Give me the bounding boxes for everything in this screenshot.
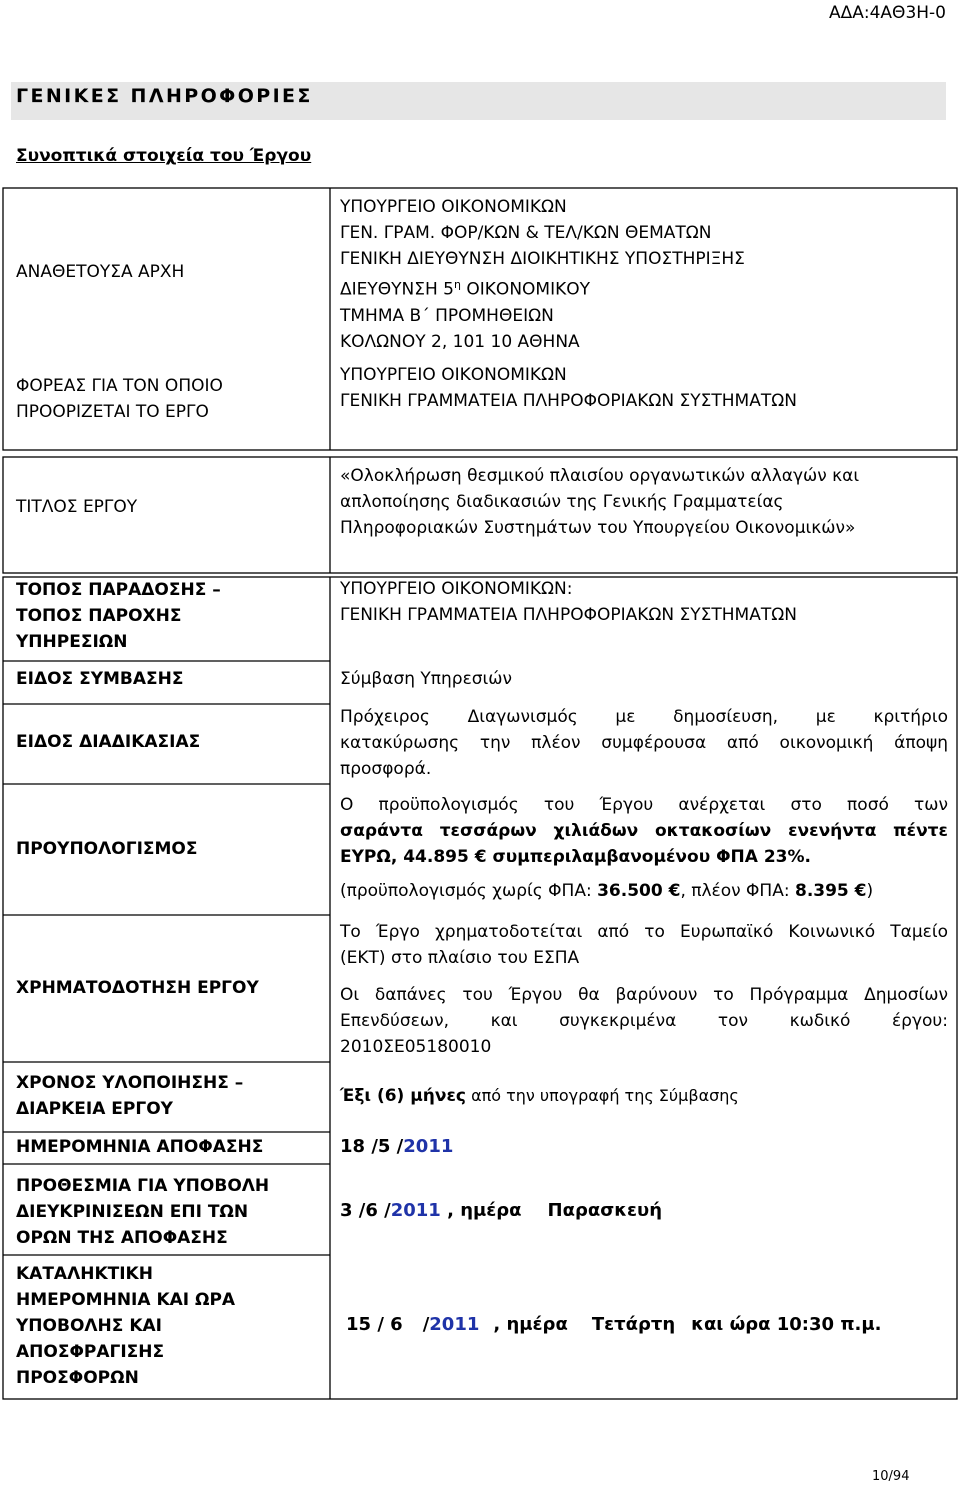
value-project-title: «Ολοκλήρωση θεσμικού πλαισίου οργανωτικών αλλαγών και απλοποίησης διαδικασιών της Γενικής Γραμματείας Πληροφοριακών Συστημάτων του Υπουργείου Οικονομικών»: [340, 466, 860, 538]
page-number: 10/94: [872, 1469, 910, 1484]
value-duration: Έξι (6) μήνες από την υπογραφή της Σύμβασης: [340, 1086, 739, 1106]
authority-line: ΚΟΛΩΝΟΥ 2, 101 10 ΑΘΗΝΑ: [340, 331, 580, 352]
label-duration: ΧΡΟΝΟΣ ΥΛΟΠΟΙΗΣΗΣ – ΔΙΑΡΚΕΙΑ ΕΡΓΟΥ: [16, 1073, 244, 1119]
value-funding: Το Έργο χρηματοδοτείται από το Ευρωπαϊκό Κοινωνικό Ταμείο (ΕΚΤ) στο πλαίσιο του ΕΣΠΑ Οι δαπάνες του Έργου θα βαρύνουν το Πρόγραμμα Δημοσίων Επενδύσεων, και συγκεκριμένα τον κωδικό έργου: 2010ΣΕ05180010: [340, 922, 948, 1057]
value-contracting-authority: [340, 194, 948, 355]
budget-breakdown: (προϋπολογισμός χωρίς ΦΠΑ: 36.500 €, πλέον ΦΠΑ: 8.395 €): [340, 881, 874, 901]
authority-line: ΤΜΗΜΑ Β΄ ΠΡΟΜΗΘΕΙΩΝ: [340, 305, 554, 326]
label-contract-type: ΕΙΔΟΣ ΣΥΜΒΑΣΗΣ: [16, 669, 184, 689]
superscript: η: [454, 278, 461, 291]
authority-line: ΥΠΟΥΡΓΕΙΟ ΟΙΚΟΝΟΜΙΚΩΝ: [340, 197, 567, 217]
label-funding: ΧΡΗΜΑΤΟΔΟΤΗΣΗ ΕΡΓΟΥ: [16, 978, 259, 998]
label-clarifications-deadline: ΠΡΟΘΕΣΜΙΑ ΓΙΑ ΥΠΟΒΟΛΗ ΔΙΕΥΚΡΙΝΙΣΕΩΝ ΕΠΙ ΤΩΝ ΟΡΩΝ ΤΗΣ ΑΠΟΦΑΣΗΣ: [16, 1176, 270, 1248]
value-decision-date: 18 /5 /2011: [340, 1136, 454, 1157]
label-decision-date: ΗΜΕΡΟΜΗΝΙΑ ΑΠΟΦΑΣΗΣ: [16, 1137, 264, 1157]
ada-code: ΑΔΑ:4ΑΘ3Η-0: [829, 3, 946, 23]
value-contract-type: Σύμβαση Υπηρεσιών: [340, 669, 513, 689]
value-submission-deadline: 15 / 6 /2011 , ημέρα Τετάρτη και ώρα 10:30 π.μ.: [346, 1314, 882, 1335]
label-budget: ΠΡΟΥΠΟΛΟΓΙΣΜΟΣ: [16, 839, 198, 859]
value-beneficiary: ΥΠΟΥΡΓΕΙΟ ΟΙΚΟΝΟΜΙΚΩΝ ΓΕΝΙΚΗ ΓΡΑΜΜΑΤΕΙΑ ΠΛΗΡΟΦΟΡΙΑΚΩΝ ΣΥΣΤΗΜΑΤΩΝ: [340, 365, 797, 411]
label-submission-deadline: ΚΑΤΑΛΗΚΤΙΚΗ ΗΜΕΡΟΜΗΝΙΑ ΚΑΙ ΩΡΑ ΥΠΟΒΟΛΗΣ ΚΑΙ ΑΠΟΣΦΡΑΓΙΣΗΣ ΠΡΟΣΦΟΡΩΝ: [16, 1264, 236, 1388]
label-project-title: ΤΙΤΛΟΣ ΕΡΓΟΥ: [16, 497, 138, 517]
value-procedure-type: Πρόχειρος Διαγωνισμός με δημοσίευση, με κριτήριο κατακύρωσης την πλέον συμφέρουσα από οικονομική άποψη προσφορά.: [340, 707, 948, 779]
label-delivery-place: ΤΟΠΟΣ ΠΑΡΑΔΟΣΗΣ – ΤΟΠΟΣ ΠΑΡΟΧΗΣ ΥΠΗΡΕΣΙΩΝ: [16, 580, 221, 652]
section-subtitle: Συνοπτικά στοιχεία του Έργου: [16, 146, 312, 166]
label-beneficiary: ΦΟΡΕΑΣ ΓΙΑ ΤΟΝ ΟΠΟΙΟ ΠΡΟΟΡΙΖΕΤΑΙ ΤΟ ΕΡΓΟ: [16, 376, 223, 422]
label-contracting-authority: ΑΝΑΘΕΤΟΥΣΑ ΑΡΧΗ: [16, 262, 185, 282]
authority-line: ΓΕΝ. ΓΡΑΜ. ΦΟΡ/ΚΩΝ & ΤΕΛ/ΚΩΝ ΘΕΜΑΤΩΝ: [340, 223, 712, 243]
value-budget: Ο προϋπολογισμός του Έργου ανέρχεται στο ποσό των σαράντα τεσσάρων χιλιάδων οκτακοσίων ενενήντα πέντε ΕΥΡΩ, 44.895 € συμπεριλαμβανομένου ΦΠΑ 23%. (προϋπολογισμός χωρίς ΦΠΑ: 36.500 €, πλέον ΦΠΑ: 8.395 €): [340, 792, 948, 904]
authority-line: ΓΕΝΙΚΗ ΔΙΕΥΘΥΝΣΗ ΔΙΟΙΚΗΤΙΚΗΣ ΥΠΟΣΤΗΡΙΞΗΣ: [340, 249, 745, 269]
value-delivery-place: ΥΠΟΥΡΓΕΙΟ ΟΙΚΟΝΟΜΙΚΩΝ: ΓΕΝΙΚΗ ΓΡΑΜΜΑΤΕΙΑ ΠΛΗΡΟΦΟΡΙΑΚΩΝ ΣΥΣΤΗΜΑΤΩΝ: [340, 579, 797, 625]
label-procedure-type: ΕΙΔΟΣ ΔΙΑΔΙΚΑΣΙΑΣ: [16, 732, 201, 752]
authority-line-directorate: ΔΙΕΥΘΥΝΣΗ $5^\eta$ ΟΙΚΟΝΟΜΙΚΟΥ: [340, 278, 591, 300]
value-clarifications-deadline: 3 /6 /2011 , ημέρα Παρασκευή: [340, 1200, 663, 1221]
section-title: ΓΕΝΙΚΕΣ ΠΛΗΡΟΦΟΡΙΕΣ: [16, 85, 313, 107]
